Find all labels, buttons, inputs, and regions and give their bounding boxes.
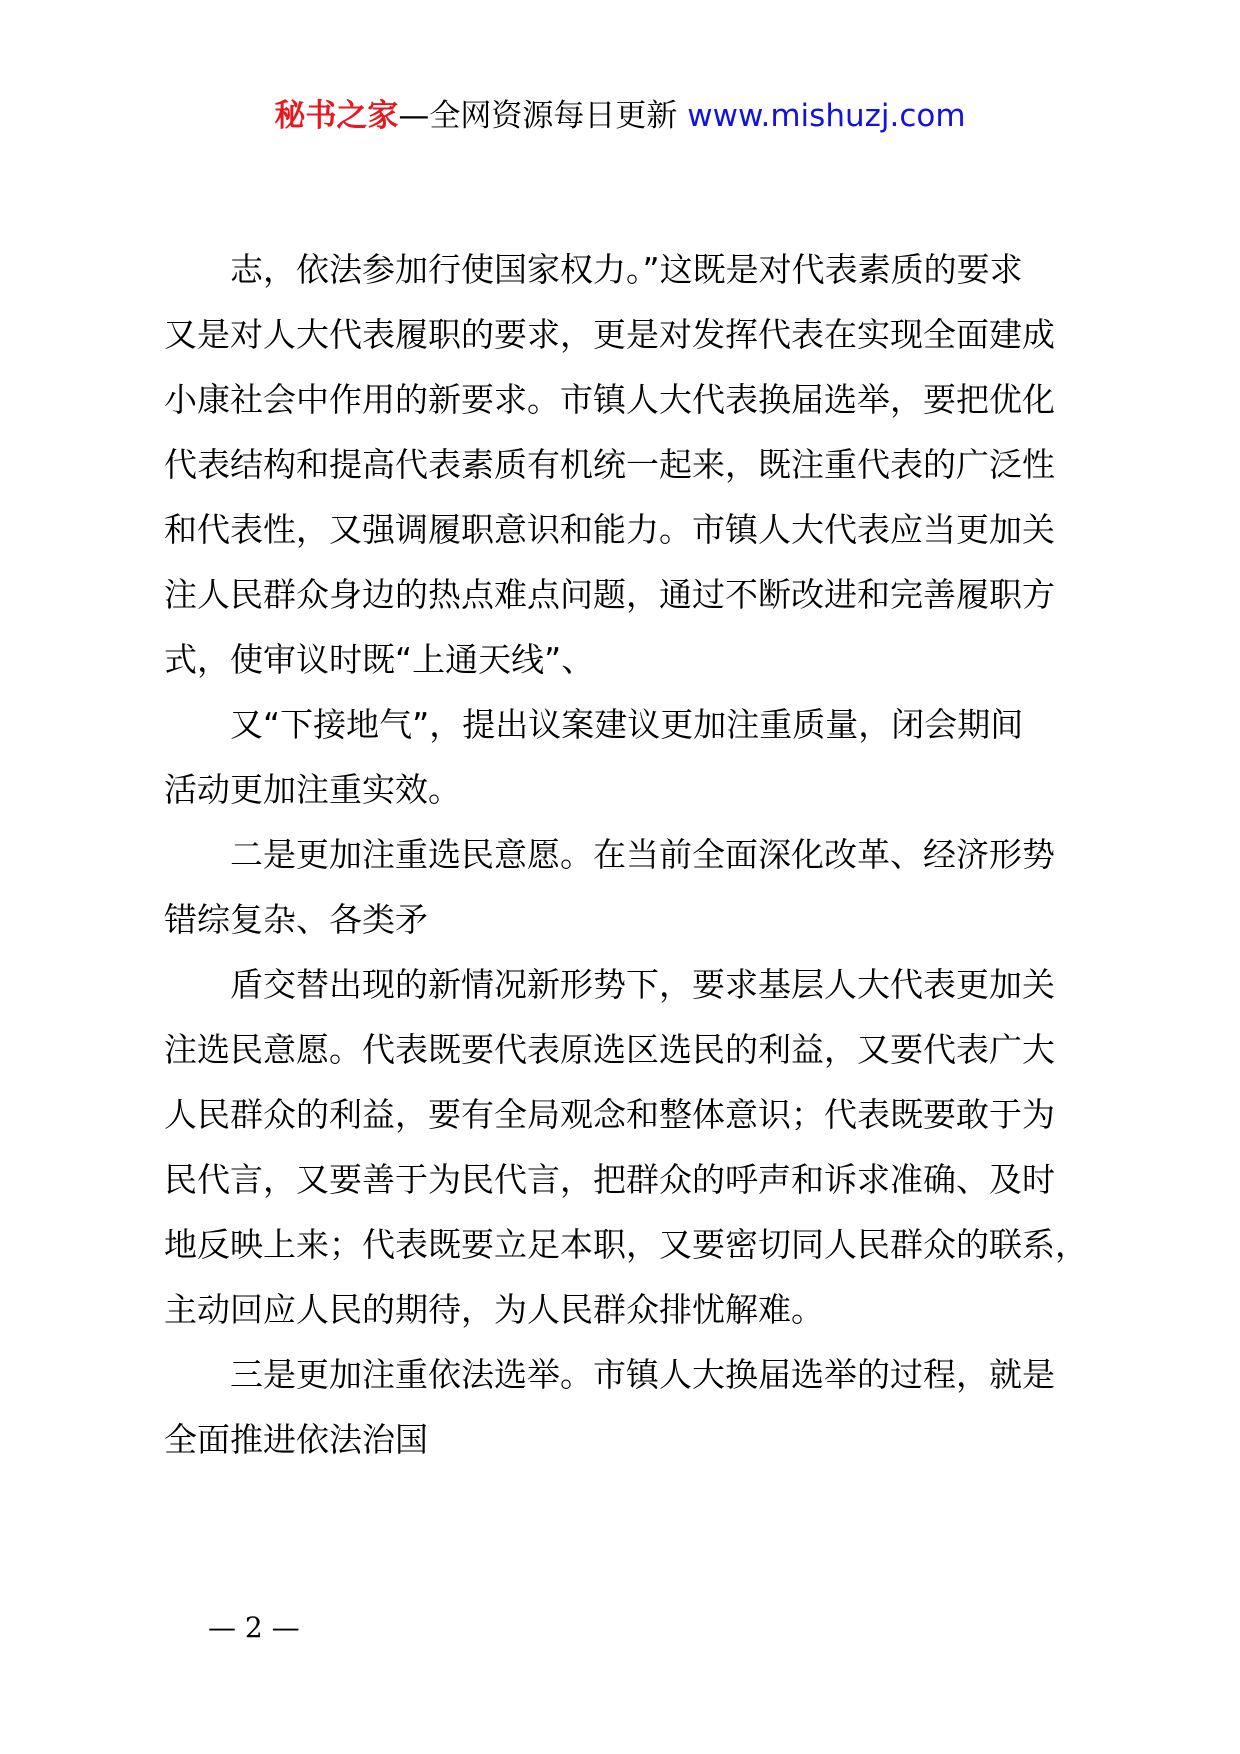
text-line: 志，依法参加行使国家权力。”这既是对代表素质的要求 xyxy=(230,250,1023,289)
text-line: 地反映上来；代表既要立足本职，又要密切同人民群众的联系， xyxy=(164,1225,1088,1264)
document-body xyxy=(164,237,1114,1472)
text-line: 二是更加注重选民意愿。在当前全面深化改革、经济形势 xyxy=(230,835,1055,874)
text-line: 注选民意愿。代表既要代表原选区选民的利益，又要代表广大 xyxy=(164,1030,1055,1069)
text-line: 和代表性，又强调履职意识和能力。市镇人大代表应当更加关 xyxy=(164,510,1055,549)
site-url-link[interactable]: www.mishuzj.com xyxy=(687,98,966,134)
text-line: 人民群众的利益，要有全局观念和整体意识；代表既要敢于为 xyxy=(164,1095,1055,1134)
text-line: 三是更加注重依法选举。市镇人大换届选举的过程，就是 xyxy=(230,1355,1055,1394)
text-line: 代表结构和提高代表素质有机统一起来，既注重代表的广泛性 xyxy=(164,445,1055,484)
text-line: 盾交替出现的新情况新形势下，要求基层人大代表更加关 xyxy=(230,965,1055,1004)
text-line: 活动更加注重实效。 xyxy=(164,770,461,809)
text-line: 又“下接地气”，提出议案建议更加注重质量，闭会期间 xyxy=(230,705,1024,744)
text-line: 主动回应人民的期待，为人民群众排忧解难。 xyxy=(164,1290,824,1329)
page-header xyxy=(0,96,1240,136)
header-tagline: —全网资源每日更新 xyxy=(398,98,678,134)
text-line: 注人民群众身边的热点难点问题，通过不断改进和完善履职方 xyxy=(164,575,1055,614)
text-line: 错综复杂、各类矛 xyxy=(164,900,428,939)
text-line: 小康社会中作用的新要求。市镇人大代表换届选举，要把优化 xyxy=(164,380,1055,419)
page-number: — 2 — xyxy=(208,1611,300,1644)
text-line: 又是对人大代表履职的要求，更是对发挥代表在实现全面建成 xyxy=(164,315,1055,354)
text-line: 全面推进依法治国 xyxy=(164,1420,428,1459)
text-line: 式，使审议时既“上通天线”、 xyxy=(164,640,595,679)
brand-name: 秘书之家 xyxy=(274,98,399,134)
text-line: 民代言，又要善于为民代言，把群众的呼声和诉求准确、及时 xyxy=(164,1160,1055,1199)
